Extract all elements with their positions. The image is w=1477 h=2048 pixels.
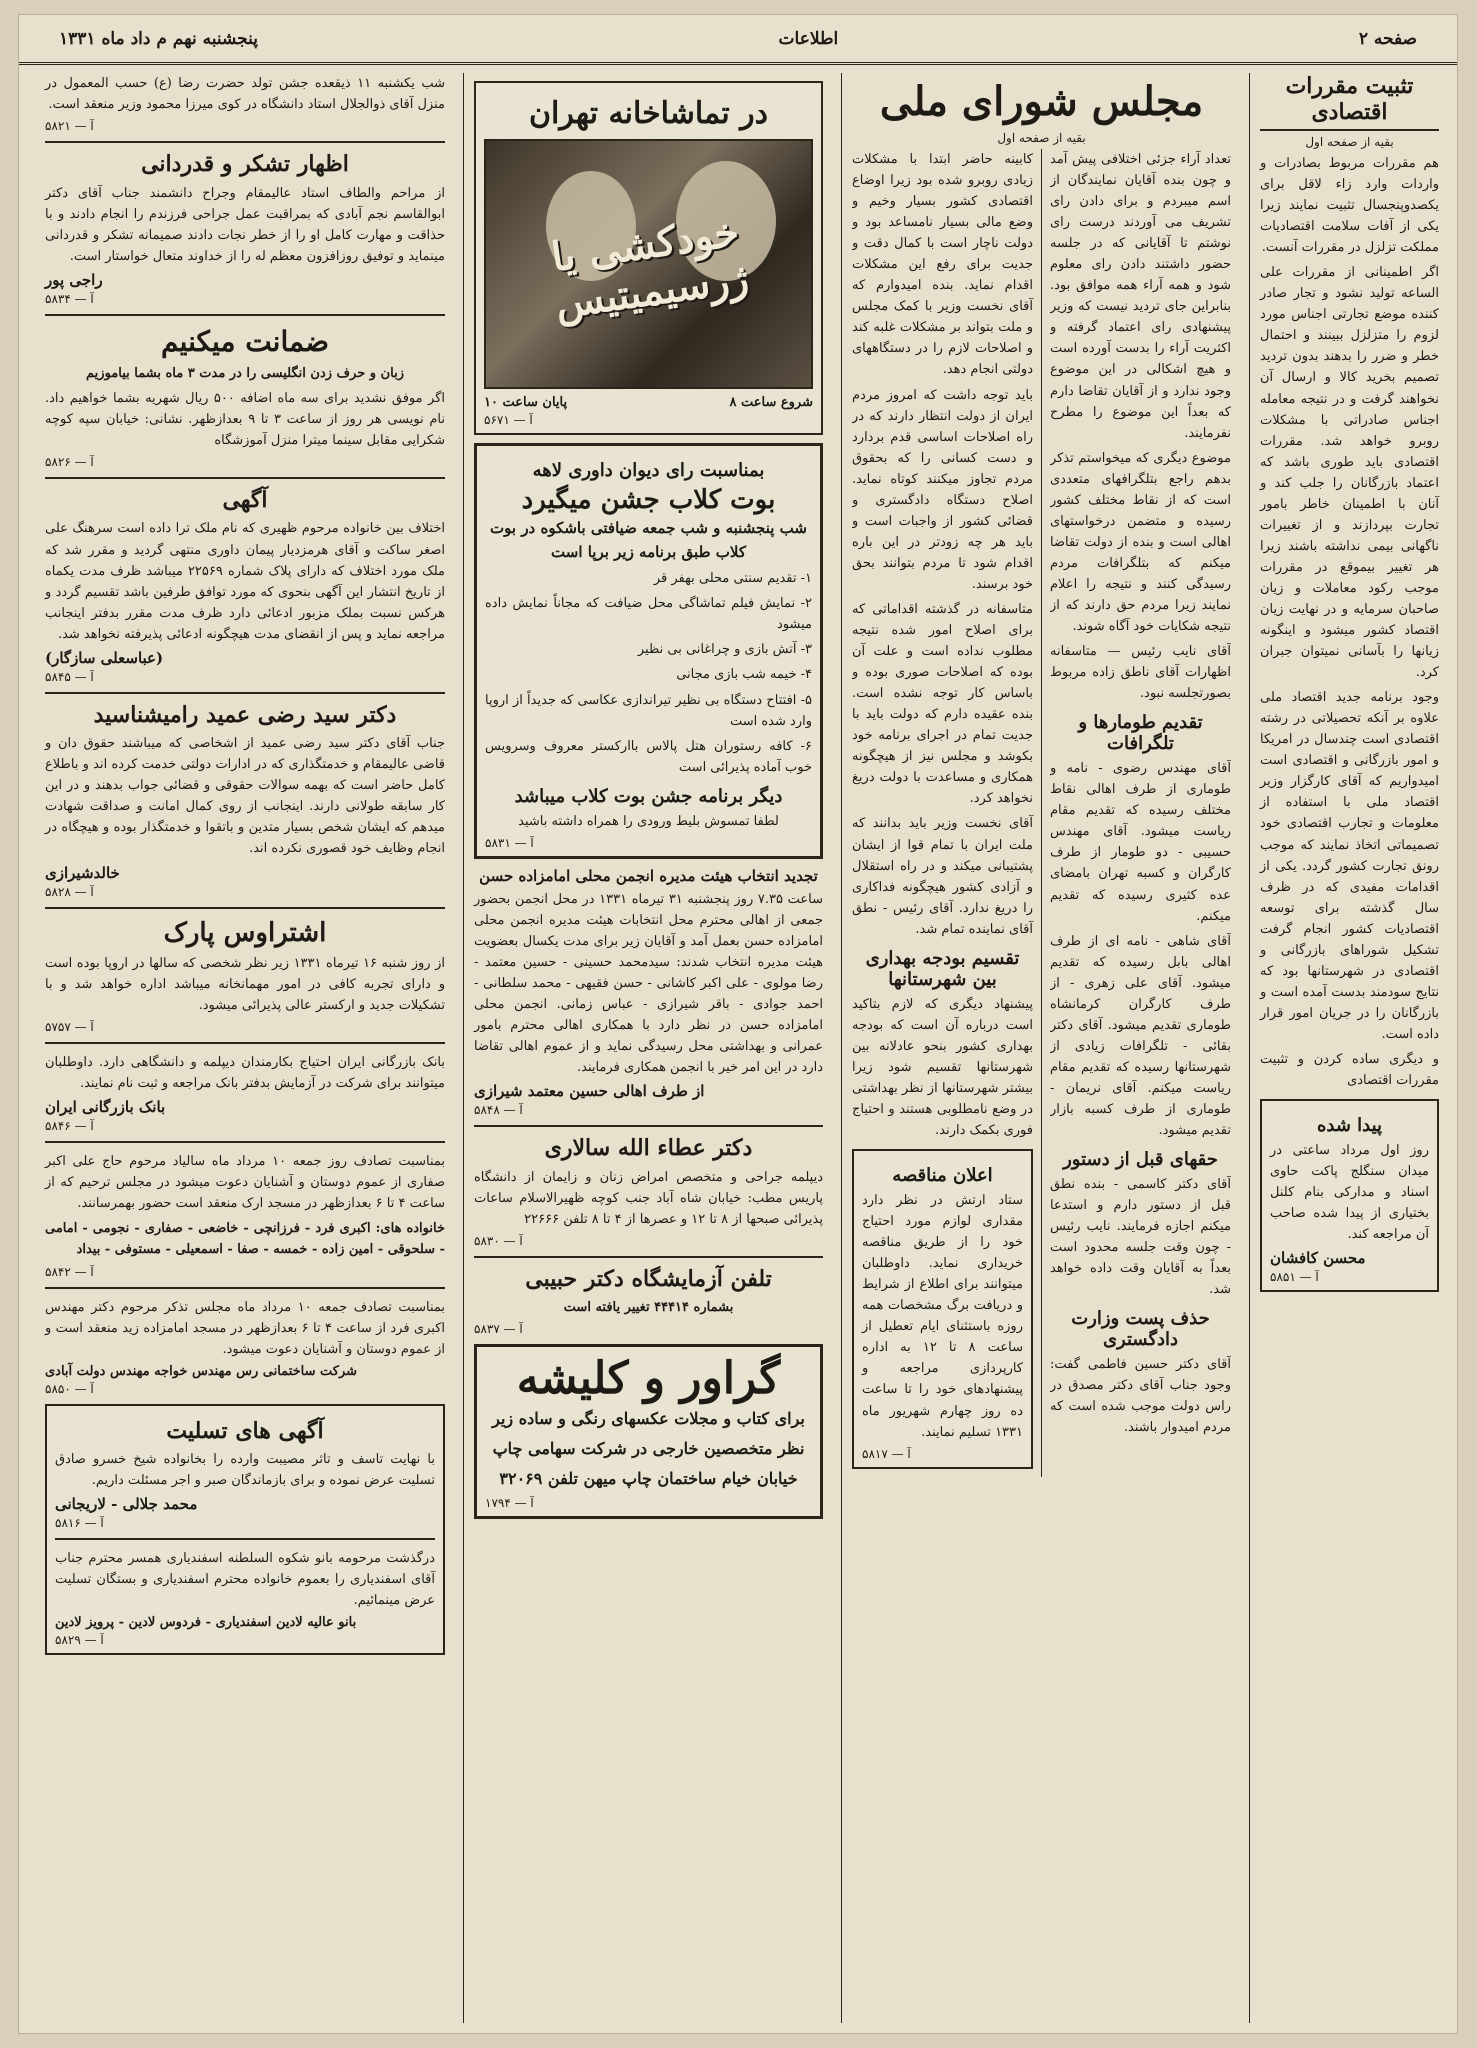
memorial-text: بمناسبت تصادف روز جمعه ۱۰ مرداد ماه سالیاد مرحوم حاج علی اکبر صفاری از عموم دوستان و آشنایان دعوت میشود در مجلس ترحیم که از ساعت ۴ تا ۶ بعدازظهر در مسجد ارک منعقد است حضور بهمرسانند.: [45, 1154, 446, 1212]
economy-paragraph: هم مقررات مربوط بصادرات و واردات وارد زاء لاقل برای یکصدوپنجسال تثبیت نمایند زیرا یکی از آفات سلامت اقتصادیات مملکت تزلزل در مقررات آنست.: [1260, 156, 1439, 256]
page-number: صفحه ۲: [1358, 28, 1417, 49]
strauss-park-ad: [45, 917, 445, 1035]
thanks-title: اظهار تشکر و قدردانی: [141, 151, 349, 178]
newspaper-page: [18, 14, 1458, 2034]
continued-note: بقیه از صفحه اول: [1305, 135, 1394, 149]
guarantee-line: زبان و حرف زدن انگلیسی را در مدت ۳ ماه بشما بیاموزیم: [86, 365, 404, 381]
engraving-line: نظر متخصصین خارجی در شرکت سهامی چاپ: [492, 1439, 805, 1459]
lost-found-box: [1260, 1099, 1439, 1292]
majlis-paragraph: آقای دکتر حسین فاطمی گفت: وجود جناب آقای دکتر مصدق در راس دولت موجب شده است که مردم امیدوار باشند.: [1050, 1357, 1231, 1436]
boat-club-item: ۴- خیمه شب بازی مجانی: [676, 667, 812, 683]
memorial-families: خانواده های: اکبری فرد - فرزانچی - خاضعی - صفاری - نجومی - امامی - سلحوقی - امین زاده - خمسه - صفا - اسمعیلی - مستوفی - بیداد: [45, 1221, 445, 1258]
strauss-text: از روز شنبه ۱۶ تیرماه ۱۳۳۱ زیر نظر شخصی که سالها در اروپا بوده است و دارای تجربه کافی در امور مهمانخانه میباشد اداره خواهد شد و با تشکیلات جدید و ارکستر عالی پذیرائی میشود.: [45, 956, 445, 1014]
economy-headline: تثبیت مقررات اقتصادی: [1260, 73, 1439, 131]
thanks-signature: راجی پور: [45, 270, 103, 289]
majlis-paragraph: کابینه حاضر ابتدا با مشکلات زیادی روبرو شده بود زیرا اوضاع اقتصادی کشور بسیار وخیم و وضع مالی بسیار نامساعد بود و دولت ناچار است با کمال دقت و جدیت برای رفع این مشکلات اقدام نماید. بنده امیدوارم که آقای نخست وزیر با کمک مجلس و ملت بتواند بر مشکلات غلبه کند و اصلاحات لازم را در دستگاههای دولتی انجام دهد.: [852, 152, 1033, 378]
ad-code: آ — ۱۷۹۴: [485, 1495, 534, 1510]
english-course-ad: [45, 324, 445, 469]
divider: [474, 1125, 823, 1127]
doctor-amid-ad: [45, 702, 445, 899]
continued-note: بقیه از صفحه اول: [997, 131, 1086, 145]
ad-code: آ — ۵۸۱۷: [862, 1446, 911, 1461]
majlis-subcolumn-right: [1050, 149, 1231, 1477]
majlis-paragraph: پیشنهاد دیگری که لازم بتاکید است درباره آن است که بودجه بهداری کشور بنحو عادلانه بین شهرستانها تقسیم شود زیرا بیشتر شهرستانها از نظر بهداشتی در وضع نامطلوبی هستند و احتیاج فوری بکمک دارند.: [852, 996, 1033, 1139]
column-economy: [1249, 73, 1449, 2023]
ad-code: آ — ۵۸۴۶: [45, 1119, 94, 1134]
condolence-signature: بانو عالیه لادین اسفندیاری - فردوس لادین - پرویز لادین: [55, 1615, 357, 1631]
engraving-ad: [474, 1344, 823, 1519]
masthead: [19, 15, 1457, 65]
doctor-amid-text: جناب آقای دکتر سید رضی عمید از اشخاصی که میباشند حقوق دان و قاضی عالیمقام و خدمتگذاری که در ادارات دولتی خدمت کرده اند و باطلاع کامل حاضر است که بهمه سوالات حقوقی و قضائی جواب بدهند و در این کار سابقه طولانی دارند. اینجانب از روی کمال امانت و صداقت شهادت میدهم که ایشان شخص بسیار متدین و باتقوا و خدمتگذار بوده و هیچگاه در انجام وظایف خود قصوری نکرده اند.: [45, 736, 445, 857]
boat-club-closing: دیگر برنامه جشن بوت کلاب میباشد: [514, 785, 783, 807]
tender-notice-box: [852, 1149, 1033, 1469]
notice-signature: (عباسعلی سازگار): [45, 648, 164, 667]
bank-text: بانک بازرگانی ایران احتیاج بکارمندان دیپلمه و دانشگاهی دارد. داوطلبان میتوانند برای شرکت در آزمایش بدفتر بانک مراجعه و ثبت نام نمایند.: [45, 1055, 445, 1092]
boat-club-item: ۶- کافه رستوران هتل پالاس باارکستر معروف وسرویس خوب آماده پذیرائی است: [485, 738, 812, 775]
birthday-text: شب یکشنبه ۱۱ ذیقعده جشن تولد حضرت رضا (ع) حسب المعمول در منزل آقای ذوالجلال استاد دانشگاه در کوی میرزا محمود وزیر منعقد است.: [45, 76, 445, 113]
boat-club-item: ۳- آتش بازی و چراغانی بی نظیر: [637, 642, 812, 658]
guarantee-title: ضمانت میکنیم: [161, 324, 329, 358]
lost-found-text: روز اول مرداد ساعتی در میدان سنگلج پاکت حاوی اسناد و مدارکی بنام کلنل بختیاری از پیدا شده صاحب آن مراجعه کند.: [1270, 1143, 1429, 1243]
bank-ad: [45, 1052, 445, 1133]
ad-code: آ — ۵۸۴۵: [45, 669, 94, 684]
engraving-title: گراور و کلیشه: [516, 1353, 781, 1405]
start-time: شروع ساعت ۸: [729, 394, 813, 410]
lab-phone-ad: [474, 1266, 823, 1337]
majlis-paragraph: آقای مهندس رضوی - نامه و طوماری از طرف اهالی نقاط مختلف رسیده که تقدیم مقام ریاست میشود. آقای مهندس حسیبی - دو طومار از طرف کارگران و کسبه تهران بامضای عده کثیری رسیده که تقدیم میکنم.: [1050, 761, 1231, 924]
majlis-paragraph: آقای دکتر کاسمی - بنده نطق قبل از دستور دارم و استدعا میکنم اجازه فرمایند. نایب رئیس - چون وقت جلسه محدود است بعداً به آقایان وقت داده خواهد شد.: [1050, 1177, 1231, 1298]
notice-title: آگهی: [222, 486, 268, 513]
majlis-paragraph: باید توجه داشت که امروز مردم ایران از دولت انتظار دارند که در راه اصلاحات اساسی قدم بردارد و دست کسانی را که بحقوق مردم تجاوز میکنند کوتاه نماید. اصلاح دستگاه دادگستری و قضائی کشور از واجبات است و باید هر چه زودتر در این باره اقدام شود تا مردم بتوانند بحق خود برسند.: [852, 387, 1033, 592]
doctor-salari-title: دکتر عطاء الله سالاری: [544, 1135, 753, 1162]
condolence-signature: محمد جلالی - لاریجانی: [55, 1495, 198, 1514]
divider: [45, 141, 445, 143]
majlis-subheading: تقدیم طومارها و تلگرافات: [1078, 712, 1203, 755]
boat-club-intro: شب پنجشنبه و شب جمعه ضیافتی باشکوه در بوت کلاب طبق برنامه زیر برپا است: [490, 518, 807, 561]
guarantee-text: اگر موفق نشدید برای سه ماه اضافه ۵۰۰ ریال شهریه بشما خواهیم داد. نام نویسی هر روز از ساعت ۳ تا ۹ بعدازظهر. نشانی: خیابان سپه کوچه شکرایی مقابل سینما میترا منزل آموزشگاه: [45, 390, 446, 448]
lab-title: تلفن آزمایشگاه دکتر حبیبی: [525, 1265, 772, 1292]
economy-paragraph: وجود برنامه جدید اقتصاد ملی علاوه بر آنکه تحصیلاتی در رشته اقتصادی است چندسال در امریکا و امور بازرگانی و اقتصادی است امیدواریم که آقای کارگزار وزیر اقتصاد ملی با استفاده از معلومات و تجارب اقتصادی خود تصمیماتی اتخاذ نمایند که موجب رونق تجارت کشور گردد. یکی از اقدامات مفیدی که در ظرف سال گذشته برای توسعه اقتصادیات کشور انجام گرفت تشکیل شوراهای بازرگانی و اقتصادی در شهرستانها بود که نتایج سودمند بدست آمده است و بازرگانان را در جریان امور قرار داده است.: [1260, 690, 1439, 1042]
boat-club-item: ۱- تقدیم سنتی محلی بهفر قر: [653, 571, 812, 587]
issue-date: پنجشنبه نهم م داد ماه ۱۳۳۱: [59, 28, 258, 49]
theater-photo: [484, 139, 813, 389]
ad-code: آ — ۵۸۴۲: [45, 1264, 94, 1279]
ad-code: آ — ۵۸۵۱: [1270, 1270, 1319, 1285]
divider: [45, 314, 445, 316]
notice-text: اختلاف بین خانواده مرحوم ظهیری که نام ملک ترا داده است سرهنگ علی اصغر ساکت و آقای هرمزدیار پیمان داوری منتهی گردید و مقرر شد که ملک مورد اختلاف که دارای پلاک شماره ۲۲۵۶۹ میباشد ظرف مدت یکماه از تاریخ انتشار این آگهی بنحوی که مورد توافق طرفین باشد تقسیم گردد و هرکس نسبت بملک مزبور ادعائی دارد ظرف مدت مقرر بدفتر اینجانب مراجعه نماید و پس از انقضای مدت هیچگونه ادعائی پذیرفته نخواهد شد.: [45, 521, 445, 642]
paper-name: اطلاعات: [778, 28, 839, 49]
doctor-salari-text: دیپلمه جراحی و متخصص امراض زنان و زایمان از دانشگاه پاریس مطب: خیابان شاه آباد جنب کوچه ظهیرالاسلام ساعات پذیرائی صبحها از ۸ تا ۱۲ و عصرها از ۴ تا ۸ تلفن ۲۲۶۶۶: [474, 1169, 823, 1227]
divider: [474, 1256, 823, 1258]
boat-club-note: لطفا تمسوش بلیط ورودی را همراه داشته باشید: [518, 813, 779, 829]
election-title: تجدید انتخاب هیئت مدیره انجمن محلی امامزاده حسن: [479, 866, 818, 885]
doctor-salari-ad: [474, 1135, 823, 1248]
tender-title: اعلان مناقصه: [892, 1165, 993, 1187]
majlis-headline: مجلس شورای ملی: [879, 78, 1204, 125]
ad-code: آ — ۵۸۳۴: [45, 291, 94, 306]
strauss-title: اشتراوس پارک: [163, 917, 327, 948]
photo-caption: خودکشی یا ژرسیمیتیس: [548, 207, 752, 328]
ad-code: آ — ۵۸۳۰: [474, 1233, 523, 1248]
engraving-line: خیابان خیام ساختمان چاپ میهن تلفن ۳۲۰۶۹: [499, 1468, 798, 1488]
majlis-paragraph: آقای نخست وزیر باید بدانند که ملت ایران با تمام قوا از ایشان پشتیبانی میکند و در راه استقلال و آزادی کشور هیچگونه فداکاری را دریغ ندارد. آقای رئیس - نطق آقای نماینده تمام شد.: [852, 816, 1033, 937]
majlis-subheading: حذف پست وزارت دادگستری: [1071, 1308, 1210, 1351]
ad-code: آ — ۵۸۱۶: [55, 1516, 104, 1531]
divider: [45, 477, 445, 479]
ad-code: آ — ۵۸۲۸: [45, 884, 94, 899]
divider: [45, 907, 445, 909]
ad-code: آ — ۵۶۷۱: [484, 412, 533, 427]
show-times: [484, 395, 813, 410]
lost-found-signature: محسن کافشان: [1270, 1249, 1366, 1268]
ad-code: آ — ۵۸۲۹: [55, 1633, 104, 1648]
theater-title: در تماشاخانه تهران: [528, 96, 769, 131]
ad-code: آ — ۵۷۵۷: [45, 1020, 94, 1035]
majlis-subcolumn-left: [852, 149, 1042, 1477]
boat-club-item: ۵- افتتاح دستگاه بی نظیر تیراندازی عکاسی که جدیداً از اروپا وارد شده است: [485, 692, 812, 729]
condolence-text: درگذشت مرحومه بانو شکوه السلطنه اسفندیاری همسر محترم جناب آقای اسفندیاری را بعموم خانواده محترم اسفندیاری و بستگان تسلیت عرض مینمائیم.: [55, 1551, 435, 1609]
lab-text: بشماره ۴۴۴۱۴ تغییر یافته است: [563, 1300, 734, 1316]
tender-text: ستاد ارتش در نظر دارد مقداری لوازم مورد احتیاج خود را از طریق مناقصه خریداری نماید. داوطلبان میتوانند برای اطلاع از شرایط و دریافت برگ مشخصات همه روزه باستثنای ایام تعطیل از ساعت ۸ تا ۱۲ به اداره کارپردازی مراجعه و پیشنهادهای خود را تا ساعت ده روز چهارم شهریور ماه ۱۳۳۱ تسلیم نمایند.: [862, 1193, 1023, 1440]
ad-code: آ — ۵۸۳۷: [474, 1322, 523, 1337]
memorial-notice: [45, 1151, 445, 1278]
memorial-notice-2: [45, 1297, 445, 1396]
majlis-paragraph: آقای نایب رئیس — متاسفانه اظهارات آقای ناطق زاده مربوط بصورتجلسه نبود.: [1050, 644, 1231, 702]
boat-club-headline: بوت کلاب جشن میگیرد: [521, 484, 776, 515]
memorial-signature: شرکت ساختمانی رس مهندس خواجه مهندس دولت آبادی: [45, 1363, 358, 1379]
bank-name: بانک بازرگانی ایران: [45, 1098, 166, 1117]
divider: [55, 1538, 435, 1540]
lost-found-title: پیدا شده: [1316, 1115, 1383, 1137]
dispute-notice: [45, 487, 445, 684]
majlis-paragraph: آقای شاهی - نامه ای از طرف اهالی بابل رسیده که تقدیم میشود. آقای علی زهری - از طرف کارگران کرمانشاه طوماری تقدیم میشود. آقای دکتر بقائی - تلگرافات زیادی از شهرستانها رسیده که تقدیم مقام ریاست میکنم. آقای نریمان - طوماری از طرف کسبه بازار تقدیم میشود.: [1050, 933, 1231, 1139]
thanks-text: از مراحم والطاف استاد عالیمقام وجراح دانشمند جناب آقای دکتر ابوالقاسم نجم آبادی که بمراقبت عمل جراحی فرزندم را انجام دادند و با حذاقت و مهارت کامل او را از خطر نجات دادند صمیمانه تشکر و قدردانی مینماید و توفیق روزافزون معظم له را از خداوند متعال خواستار است.: [45, 185, 445, 264]
memorial-text: بمناسبت تصادف جمعه ۱۰ مرداد ماه مجلس تذکر مرحوم دکتر مهندس اکبری فرد از ساعت ۴ تا ۶ بعدازظهر در مسجد امامزاده زید منعقد است و از عموم دوستان و آشنایان دعوت میشود.: [45, 1299, 446, 1357]
thanks-ad: [45, 151, 445, 306]
boat-club-kicker: بمناسبت رای دیوان داوری لاهه: [532, 459, 765, 481]
majlis-paragraph: تعداد آراء جزئی اختلافی پیش آمد و چون بنده آقایان نمایندگان از اسم میبردم و برای دادن رای تشریف می آوردند درست رای نوشتم تا آقایانی که در جلسه حضور داشتند دادن رای معلوم شود و همه آراء همه موافق بود. بنابراین جای تردید نیست که وزیر پیشنهادی رای اعتماد گرفته و اکثریت آراء را بدست آورده است و هیچ اشکالی در این موضوع وجود ندارد و از آقایان تقاضا دارم که بعداً این موضوع را مطرح نفرمایند.: [1050, 152, 1231, 441]
doctor-amid-title: دکتر سید رضی عمید رامیشناسید: [93, 701, 397, 728]
condolence-box: [45, 1404, 445, 1656]
engraving-line: برای کتاب و مجلات عکسهای رنگی و ساده زیر: [492, 1409, 805, 1429]
condolence-text: با نهایت تاسف و تاثر مصیبت وارده را بخانواده شیخ خسرو صادق تسلیت عرض نموده و برای بازماندگان صبر و اجر مسئلت داریم.: [55, 1452, 435, 1489]
birthday-notice: [45, 73, 445, 133]
majlis-paragraph: متاسفانه در گذشته اقداماتی که برای اصلاح امور شده نتیجه مطلوب نداده است و علت آن بوده که اصلاحات صوری بوده و باساس کار توجه نشده است. بنده عقیده دارم که دولت باید با جدیت تمام در اجرای برنامه خود بکوشد و مجلس نیز از هیچگونه همکاری و مساعدت با دولت دریغ نخواهد کرد.: [852, 601, 1033, 807]
column-ads-center: [463, 73, 833, 2023]
ad-code: آ — ۵۸۳۱: [485, 835, 534, 850]
column-majlis: [841, 73, 1241, 2023]
economy-paragraph: اگر اطمینانی از مقررات علی الساعه تولید نشود و تجار صادر کننده موضع تجارتی اجناس مورد لزوم را متزلزل ببینند و احتمال خطر و ضرر را بدهند بدون تردید تصمیم بخرید کالا و ارسال آن نخواهند گرفت و در نتیجه معامله اجناس صادراتی با مشکلات روبرو خواهد شد. مقررات اقتصادی باید طوری باشد که اعتماد بازرگانان را جلب کند و آنان با اطمینان خاطر بامور تجارت بپردازند و از تغییرات ناگهانی بیمی نداشته باشند زیرا هر تغییر بیموقع در مقررات موجب رکود معاملات و زیان صاحبان سرمایه و در نهایت زیان اقتصاد کشور میشود و اینگونه زیانها را بآسانی نمیتوان جبران کرد.: [1260, 265, 1439, 681]
end-time: پایان ساعت ۱۰: [484, 394, 568, 410]
majlis-paragraph: موضوع دیگری که میخواستم تذکر بدهم راجع بتلگرافهای متعددی است که از نقاط مختلف کشور رسیده و متضمن درخواستهای اهالی است و بنده از دولت تقاضا میکنم که بتلگرافات مردم رسیدگی کنند و نتیجه را اعلام نمایند زیرا مردم حق دارند که از نتیجه شکایات خود آگاه شوند.: [1050, 450, 1231, 635]
divider: [45, 1287, 445, 1289]
boat-club-ad: [474, 443, 823, 859]
ad-code: آ — ۵۸۴۸: [474, 1103, 523, 1118]
election-text: ساعت ۷.۳۵ روز پنجشنبه ۳۱ تیرماه ۱۳۳۱ در محل انجمن بحضور جمعی از اهالی محترم محل انتخابات هیئت مدیره انجمن محلی امامزاده حسن بعمل آمد و آقایان زیر برای مدت یکسال بعضویت هیئت مدیره انتخاب شدند: سیدمحمد حسینی - حسین معتمد - رضا مولوی - علی اکبر کاشانی - حسن فقیهی - محمد سلطانی - احمد جوادی - باقر شیرازی - عباس زمانی. انجمن محلی امامزاده حسن در نظر دارد با همکاری اهالی محترم بامور عمرانی و بهداشتی محل رسیدگی نماید و از عموم اهالی تقاضا دارد در این امر خیر با انجمن همکاری فرمایند.: [474, 891, 823, 1076]
boat-club-item: ۲- نمایش فیلم تماشاگی محل ضیافت که مجاناً نمایش داده میشود: [485, 596, 812, 633]
divider: [45, 1042, 445, 1044]
ad-code: آ — ۵۸۲۱: [45, 119, 94, 134]
condolence-title: آگهی های تسلیت: [166, 1417, 324, 1444]
divider: [45, 692, 445, 694]
majlis-subheading: تقسیم بودجه بهداری بین شهرستانها: [865, 947, 1020, 990]
economy-footer: و دیگری ساده کردن و تثبیت مقررات اقتصادی: [1260, 1051, 1439, 1089]
doctor-amid-signature: خالدشیرازی: [45, 863, 120, 882]
ad-code: آ — ۵۸۲۶: [45, 454, 94, 469]
majlis-subcolumns: [852, 149, 1231, 1477]
theater-ad: [474, 81, 823, 435]
ad-code: آ — ۵۸۵۰: [45, 1381, 94, 1396]
majlis-subheading: حقهای قبل از دستور: [1063, 1149, 1218, 1171]
election-signature: از طرف اهالی حسین معتمد شیرازی: [474, 1082, 705, 1101]
column-ads-left: [35, 73, 455, 2023]
election-notice: [474, 867, 823, 1117]
divider: [45, 1141, 445, 1143]
